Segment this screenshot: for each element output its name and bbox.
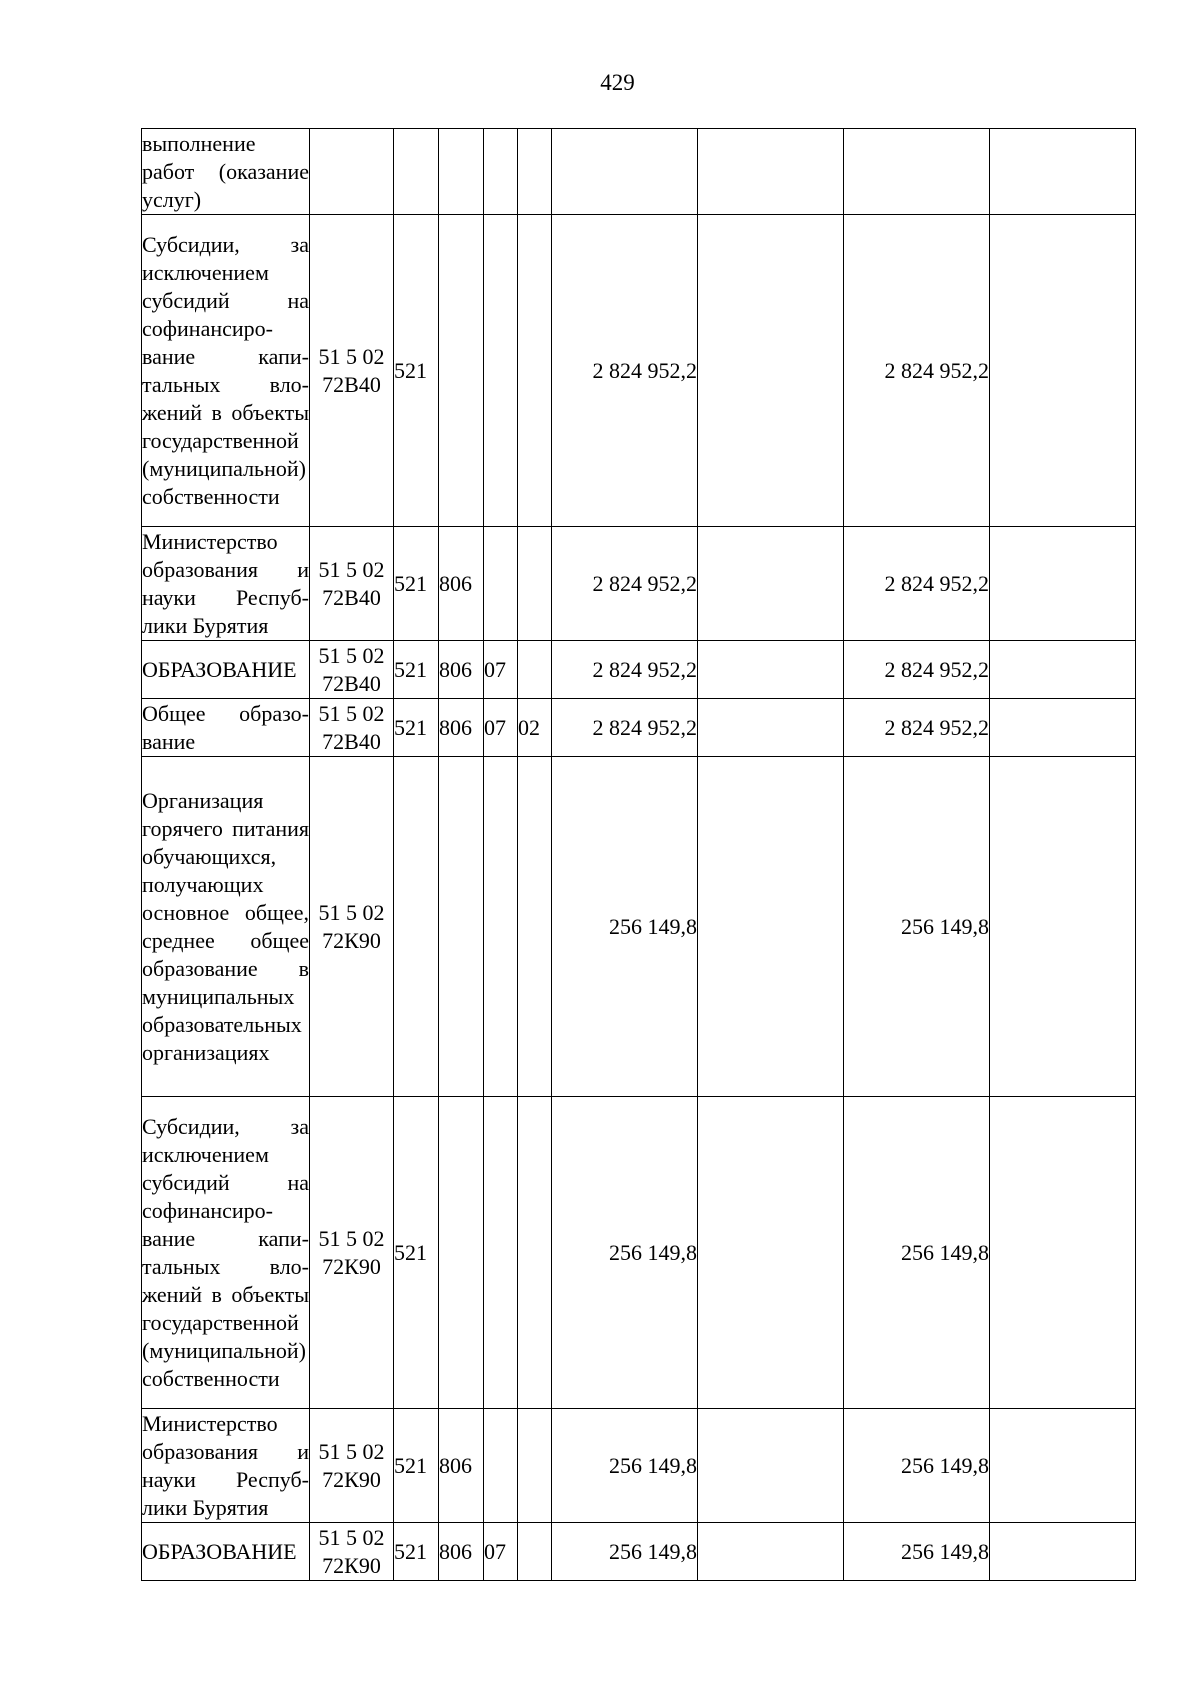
- row-name: Организация горячего питания обучающихся, получающих основное общее, среднее общее образование в муниципальных образовательных организациях: [142, 757, 310, 1097]
- row-subsection: [518, 1097, 552, 1409]
- row-amount-1: [552, 129, 698, 215]
- row-expense-type: 521: [394, 699, 439, 757]
- row-amount-4: [990, 527, 1136, 641]
- row-target-code: 51 5 02 72В40: [310, 641, 394, 699]
- row-subsection: [518, 129, 552, 215]
- row-target-code: 51 5 02 72В40: [310, 699, 394, 757]
- row-expense-type: 521: [394, 641, 439, 699]
- row-amount-2: [698, 1097, 844, 1409]
- row-amount-1: 2 824 952,2: [552, 699, 698, 757]
- row-target-code: 51 5 02 72В40: [310, 215, 394, 527]
- row-amount-2: [698, 1523, 844, 1581]
- row-section: [484, 129, 518, 215]
- row-ministry: 806: [439, 699, 484, 757]
- row-ministry: [439, 129, 484, 215]
- row-expense-type: 521: [394, 1523, 439, 1581]
- table-row: [142, 129, 1136, 215]
- row-expense-type: 521: [394, 215, 439, 527]
- page-number: 429: [600, 70, 635, 95]
- row-amount-1: 256 149,8: [552, 1097, 698, 1409]
- row-target-code: 51 5 02 72К90: [310, 1409, 394, 1523]
- row-expense-type: 521: [394, 527, 439, 641]
- row-subsection: [518, 641, 552, 699]
- row-section: [484, 1097, 518, 1409]
- row-amount-4: [990, 1409, 1136, 1523]
- row-amount-2: [698, 699, 844, 757]
- row-name: выполнение работ (оказание услуг): [142, 129, 310, 215]
- row-amount-2: [698, 215, 844, 527]
- row-amount-3: 2 824 952,2: [844, 215, 990, 527]
- row-name: ОБРАЗОВАНИЕ: [142, 1523, 310, 1581]
- row-amount-3: [844, 129, 990, 215]
- row-ministry: [439, 757, 484, 1097]
- row-name: Субсидии, за исключением субсидий на софинансирование капитальных вложений в объекты государственной (муниципальной) собственности: [142, 215, 310, 527]
- row-subsection: [518, 215, 552, 527]
- row-amount-2: [698, 527, 844, 641]
- row-target-code: 51 5 02 72К90: [310, 1097, 394, 1409]
- row-amount-4: [990, 129, 1136, 215]
- row-section: [484, 1409, 518, 1523]
- table-row: [142, 1409, 1136, 1523]
- row-amount-1: 256 149,8: [552, 1523, 698, 1581]
- row-amount-2: [698, 129, 844, 215]
- table-row: [142, 641, 1136, 699]
- row-amount-4: [990, 757, 1136, 1097]
- row-amount-4: [990, 699, 1136, 757]
- row-amount-1: 256 149,8: [552, 1409, 698, 1523]
- table-row: [142, 1523, 1136, 1581]
- row-ministry: 806: [439, 641, 484, 699]
- row-section: [484, 215, 518, 527]
- row-amount-3: 2 824 952,2: [844, 527, 990, 641]
- row-name: Министерство образования и науки Республики Бурятия: [142, 527, 310, 641]
- table-row: [142, 1097, 1136, 1409]
- row-expense-type: 521: [394, 1097, 439, 1409]
- row-ministry: 806: [439, 1409, 484, 1523]
- row-amount-3: 256 149,8: [844, 757, 990, 1097]
- row-amount-3: 2 824 952,2: [844, 641, 990, 699]
- row-section: [484, 527, 518, 641]
- table-body: [142, 129, 1136, 1581]
- row-amount-3: 256 149,8: [844, 1097, 990, 1409]
- row-section: 07: [484, 699, 518, 757]
- row-ministry: 806: [439, 527, 484, 641]
- row-target-code: [310, 129, 394, 215]
- row-target-code: 51 5 02 72В40: [310, 527, 394, 641]
- row-name: Общее образование: [142, 699, 310, 757]
- row-amount-2: [698, 757, 844, 1097]
- row-amount-2: [698, 641, 844, 699]
- row-section: 07: [484, 641, 518, 699]
- row-amount-1: 2 824 952,2: [552, 527, 698, 641]
- row-amount-3: 256 149,8: [844, 1523, 990, 1581]
- row-amount-3: 2 824 952,2: [844, 699, 990, 757]
- row-target-code: 51 5 02 72К90: [310, 757, 394, 1097]
- table-row: [142, 699, 1136, 757]
- budget-table: [141, 128, 1136, 1581]
- row-subsection: 02: [518, 699, 552, 757]
- row-amount-4: [990, 641, 1136, 699]
- row-amount-1: 256 149,8: [552, 757, 698, 1097]
- row-target-code: 51 5 02 72К90: [310, 1523, 394, 1581]
- table-row: [142, 215, 1136, 527]
- row-amount-3: 256 149,8: [844, 1409, 990, 1523]
- row-name: ОБРАЗОВАНИЕ: [142, 641, 310, 699]
- table-row: [142, 527, 1136, 641]
- row-amount-1: 2 824 952,2: [552, 215, 698, 527]
- row-ministry: [439, 215, 484, 527]
- row-section: [484, 757, 518, 1097]
- row-ministry: 806: [439, 1523, 484, 1581]
- row-subsection: [518, 757, 552, 1097]
- row-subsection: [518, 1523, 552, 1581]
- row-name: Субсидии, за исключением субсидий на софинансирование капитальных вложений в объекты государственной (муниципальной) собственности: [142, 1097, 310, 1409]
- row-amount-4: [990, 1097, 1136, 1409]
- row-expense-type: [394, 757, 439, 1097]
- row-amount-4: [990, 1523, 1136, 1581]
- row-amount-4: [990, 215, 1136, 527]
- row-expense-type: [394, 129, 439, 215]
- row-subsection: [518, 527, 552, 641]
- row-amount-2: [698, 1409, 844, 1523]
- row-section: 07: [484, 1523, 518, 1581]
- table-row: [142, 757, 1136, 1097]
- row-amount-1: 2 824 952,2: [552, 641, 698, 699]
- row-ministry: [439, 1097, 484, 1409]
- row-subsection: [518, 1409, 552, 1523]
- row-expense-type: 521: [394, 1409, 439, 1523]
- row-name: Министерство образования и науки Республики Бурятия: [142, 1409, 310, 1523]
